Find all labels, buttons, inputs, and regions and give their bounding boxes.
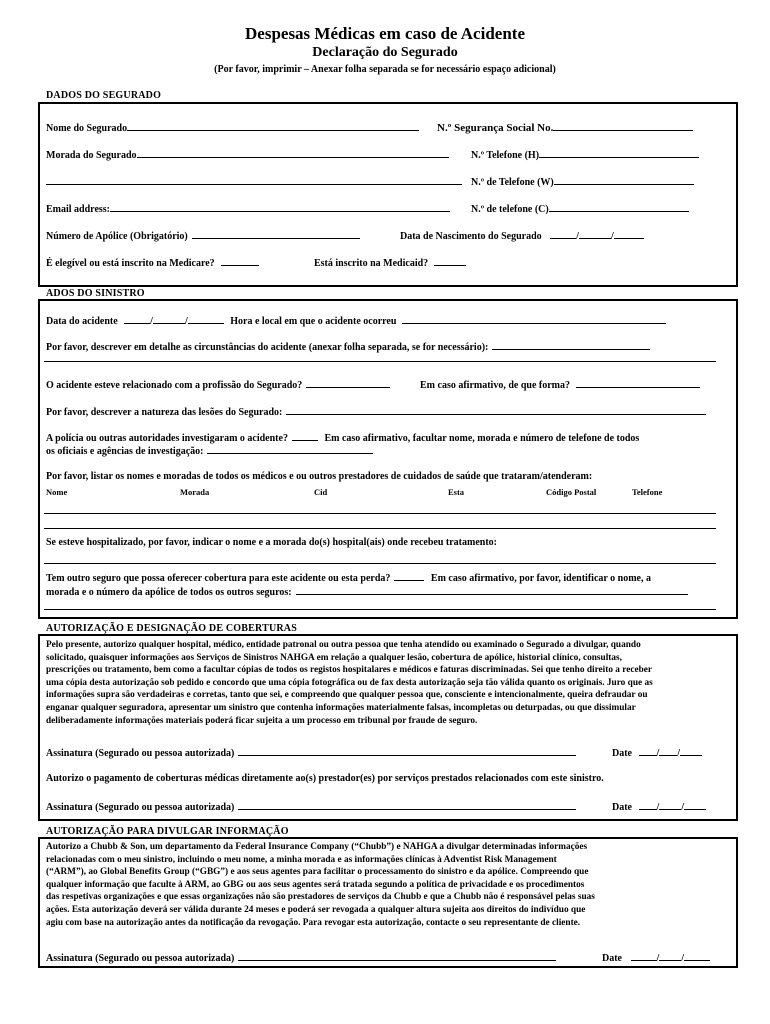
medicaid-label: Está inscrito na Medicaid? (314, 258, 429, 269)
outro-row-2 (46, 585, 688, 599)
outro-row (46, 571, 651, 585)
outro-line-2[interactable] (44, 609, 716, 610)
morada-label: Morada do Segurado (46, 150, 137, 161)
descrever-field[interactable] (492, 340, 650, 350)
morada-row (46, 148, 449, 162)
hospital-line[interactable] (44, 563, 716, 564)
nascimento-row: Data de Nascimento do Segurado / / (400, 229, 644, 243)
pagamento-label: Autorizo o pagamento de coberturas médicas diretamente ao(s) prestador(es) por serviços prestados relacionados com este sinistro. (46, 773, 604, 784)
ssn-row (437, 121, 693, 134)
nome-row (46, 121, 419, 135)
divulgar-line: relacionadas com o meu sinistro, incluindo o meu nome, a minha morada e as informações clínicas à Adventist Risk Management (46, 854, 557, 865)
col-telefone: Telefone (632, 487, 663, 497)
nascimento-label: Data de Nascimento do Segurado (400, 231, 542, 242)
cobertura-line: deliberadamente informações materiais poderá ficar sujeita a um processo em tribunal por fraude de seguro. (46, 715, 478, 726)
date-year-field[interactable] (684, 800, 706, 810)
email-row (46, 202, 450, 216)
assinatura-field[interactable] (238, 800, 576, 810)
form-instruction: (Por favor, imprimir – Anexar folha separada se for necessário espaço adicional) (214, 64, 556, 75)
assinatura-field[interactable] (238, 746, 576, 756)
forma-field[interactable] (576, 378, 700, 388)
profissao-row (46, 378, 390, 392)
date-month-field[interactable] (659, 951, 681, 961)
policia-label-c: os oficiais e agências de investigação: (46, 446, 204, 457)
medicaid-row (314, 256, 466, 270)
date-day-field[interactable] (631, 951, 657, 961)
section-label-cobertura: AUTORIZAÇÃO E DESIGNAÇÃO DE COBERTURAS (46, 623, 297, 634)
email-label: Email address: (46, 204, 110, 215)
hora-local-field[interactable] (402, 314, 666, 324)
descrever-line-2[interactable] (44, 361, 716, 362)
ssn-label: N.º Segurança Social No. (437, 122, 554, 134)
date-row-3: Date / / (602, 951, 710, 965)
descrever-row (46, 340, 650, 354)
hospital-label: Se esteve hospitalizado, por favor, indicar o nome e a morada do(s) hospital(ais) onde recebeu tratamento: (46, 537, 497, 548)
col-cid: Cid (314, 487, 328, 497)
forma-label: Em caso afirmativo, de que forma? (420, 380, 570, 391)
medicare-label: É elegível ou está inscrito na Medicare? (46, 258, 215, 269)
medicare-row (46, 256, 259, 270)
cobertura-line: informações supra são verdadeiras e corretas, tanto que sei, e compreendo que qualquer pessoa que, consciente e intencionalmente, queira defraudar ou (46, 690, 648, 701)
lesoes-label: Por favor, descrever a natureza das lesões do Segurado: (46, 407, 283, 418)
col-codigo-postal: Código Postal (546, 487, 597, 497)
assinatura-label: Assinatura (Segurado ou pessoa autorizada) (46, 748, 235, 759)
section-label-divulgar: AUTORIZAÇÃO PARA DIVULGAR INFORMAÇÃO (46, 826, 289, 837)
apolice-field[interactable] (192, 229, 360, 239)
nascimento-month-field[interactable] (579, 229, 611, 239)
cobertura-line: Pelo presente, autorizo qualquer hospital, médico, entidade patronal ou outra pessoa que tenha atendido ou examinado o Segurado a divulgar, quando (46, 640, 641, 650)
date-row-1: Date / / (612, 746, 702, 760)
tel-w-label: N.º de Telefone (W) (471, 177, 554, 188)
date-label: Date (602, 953, 622, 964)
date-label: Date (612, 748, 632, 759)
hora-local-label: Hora e local em que o acidente ocorreu (230, 316, 397, 327)
form-title: Despesas Médicas em caso de Acidente (245, 24, 525, 43)
policia-label-a: A polícia ou outras autoridades investigaram o acidente? (46, 433, 288, 444)
lesoes-row (46, 405, 706, 419)
data-acidente-year-field[interactable] (188, 314, 224, 324)
date-row-2: Date / / (612, 800, 706, 814)
nome-field[interactable] (127, 121, 419, 131)
data-acidente-month-field[interactable] (153, 314, 185, 324)
form-subtitle: Declaração do Segurado (312, 45, 458, 60)
policia-label-b: Em caso afirmativo, facultar nome, morada e número de telefone de todos (324, 433, 640, 444)
morada-line-2[interactable] (46, 184, 462, 185)
col-esta: Esta (448, 487, 465, 497)
cobertura-line: uma cópia desta autorização sob pedido e concordo que uma cópia fotográfica ou de fax desta autorização seja tão válida quanto os originais. Juro que as (46, 677, 653, 688)
cobertura-line: enganar qualquer seguradora, apresentar um sinistro que contenha informações materialmente falsas, incompletas ou deturpadas, ou que dissimular (46, 702, 636, 713)
medicare-field[interactable] (221, 256, 259, 266)
lesoes-field[interactable] (286, 405, 706, 415)
assinatura-row-1 (46, 746, 576, 760)
policia-row-2 (46, 444, 373, 458)
date-label: Date (612, 802, 632, 813)
morada-field[interactable] (137, 148, 449, 158)
divulgar-paragraph (46, 841, 726, 929)
date-day-field[interactable] (639, 800, 657, 810)
date-year-field[interactable] (684, 951, 710, 961)
ssn-field[interactable] (553, 121, 693, 131)
assinatura-field[interactable] (238, 951, 556, 961)
outro-label-a: Tem outro seguro que possa oferecer cobertura para este acidente ou esta perda? (46, 573, 391, 584)
medicos-line-2[interactable] (44, 528, 716, 529)
apolice-row (46, 229, 360, 243)
divulgar-line: ações. Esta autorização deverá ser válida durante 24 meses e poderá ser revogada a qualquer altura sujeita aos direitos do indivíduo que (46, 904, 586, 915)
divulgar-line: (“ARM”), ao Global Benefits Group (“GBG”) e aos seus agentes para facilitar o processamento do sinistro e da apólice. Compreendo que (46, 867, 589, 878)
policia-field[interactable] (292, 431, 318, 441)
date-day-field[interactable] (639, 746, 657, 756)
outro-label-c: morada e o número da apólice de todos os outros seguros: (46, 587, 292, 598)
cobertura-paragraph (46, 639, 726, 727)
section-label-sinistro: ADOS DO SINISTRO (46, 288, 145, 299)
nome-label: Nome do Segurado (46, 123, 128, 134)
tel-c-label: N.º de telefone (C) (471, 204, 549, 215)
data-acidente-row: Data do acidente / / Hora e local em que o acidente ocorreu (46, 314, 666, 328)
divulgar-line: agiu com base na autorização antes da notificação da revogação. Para revogar esta autorização, contacte o seu representante de cliente. (46, 917, 581, 928)
date-month-field[interactable] (659, 746, 677, 756)
nascimento-day-field[interactable] (550, 229, 576, 239)
tel-c-row (471, 202, 689, 216)
outro-details-field[interactable] (296, 585, 688, 595)
tel-h-label: N.º Telefone (H) (471, 150, 540, 161)
assinatura-row-2 (46, 800, 576, 814)
tel-h-row (471, 148, 699, 162)
date-month-field[interactable] (659, 800, 681, 810)
descrever-label: Por favor, descrever em detalhe as circunstâncias do acidente (anexar folha separada, se for necessário): (46, 342, 489, 353)
forma-row (420, 378, 700, 392)
divulgar-line: qualquer informação que faculte à ARM, ao GBG ou aos seus agentes será tratada segundo a política de privacidade e os procedimentos (46, 879, 585, 890)
medicos-line-1[interactable] (44, 513, 716, 514)
cobertura-line: solicitado, quaisquer informações aos Serviços de Sinistros NAHGA em relação a qualquer lesão, cobertura de apólice, historial clínico, consultas, (46, 652, 622, 663)
assinatura-label: Assinatura (Segurado ou pessoa autorizada) (46, 953, 235, 964)
col-morada: Morada (180, 487, 210, 497)
tel-w-field[interactable] (554, 175, 694, 185)
tel-w-row (471, 175, 694, 189)
nascimento-year-field[interactable] (614, 229, 644, 239)
divulgar-line: das respetivas organizações e que essas organizações não são prestadores de serviços da Chubb e que a Chubb não é responsável pelas suas (46, 892, 595, 903)
profissao-label: O acidente esteve relacionado com a profissão do Segurado? (46, 380, 303, 391)
section-label-segurado: DADOS DO SEGURADO (46, 90, 162, 101)
profissao-field[interactable] (306, 378, 390, 388)
tel-h-field[interactable] (539, 148, 699, 158)
assinatura-label: Assinatura (Segurado ou pessoa autorizada) (46, 802, 235, 813)
policia-details-field[interactable] (207, 444, 373, 454)
cobertura-line: prescrições ou tratamento, bem como a facultar cópias de todos os registos hospitalares e médicos e faturas discriminadas. Sei que tenho direito a receber (46, 665, 653, 676)
apolice-label: Número de Apólice (Obrigatório) (46, 231, 188, 242)
col-nome: Nome (46, 487, 68, 497)
divulgar-line: Autorizo a Chubb & Son, um departamento da Federal Insurance Company (“Chubb”) e NAHGA a divulgar determinadas informações (46, 842, 588, 852)
email-field[interactable] (110, 202, 450, 212)
assinatura-row-3 (46, 951, 556, 965)
policia-row (46, 431, 639, 445)
tel-c-field[interactable] (549, 202, 689, 212)
data-acidente-day-field[interactable] (124, 314, 150, 324)
data-acidente-label: Data do acidente (46, 316, 118, 327)
outro-field[interactable] (394, 571, 424, 581)
date-year-field[interactable] (680, 746, 702, 756)
listar-label: Por favor, listar os nomes e moradas de todos os médicos e ou outros prestadores de cuidados de saúde que trataram/atenderam: (46, 471, 593, 482)
medicaid-field[interactable] (434, 256, 466, 266)
outro-label-b: Em caso afirmativo, por favor, identificar o nome, a (430, 573, 651, 584)
